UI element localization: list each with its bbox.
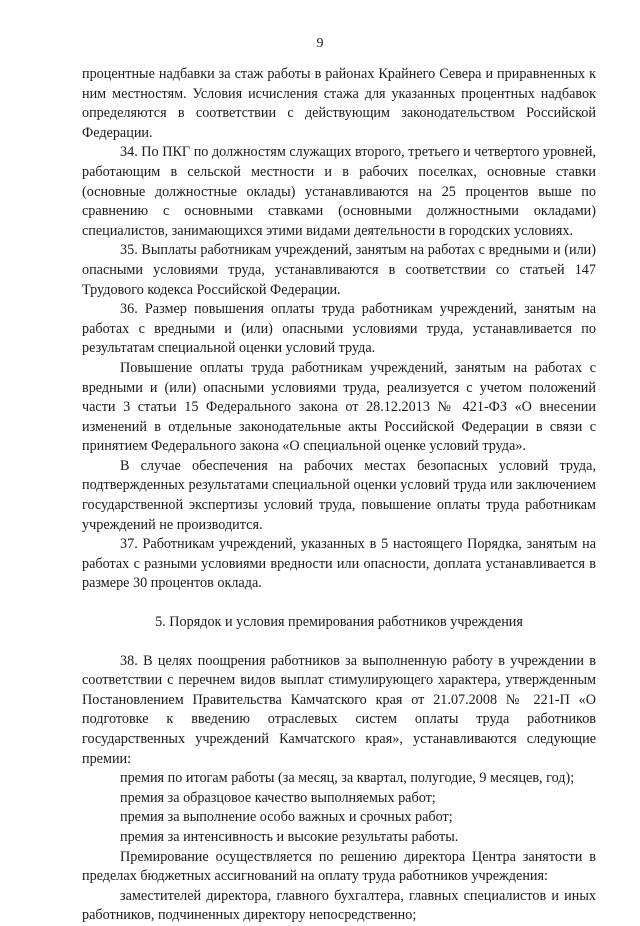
paragraph: В случае обеспечения на рабочих местах безопасных условий труда, подтвержденных результатами специальной оценки условий труда или заключением государственной экспертизы условий труда, повышение оплаты труда работникам учреждений не производится. bbox=[82, 457, 596, 533]
page-number: 9 bbox=[316, 36, 324, 51]
paragraph: Повышение оплаты труда работникам учреждений, занятым на работах с вредными и (или) опасными условиями труда, реализуется с учетом положений части 3 статьи 15 Федерального закона от 28.12.2013 № 421-ФЗ «О внесении изменений в отдельные законодательные акты Российской Федерации в связи с принятием Федерального закона «О специальной оценке условий труда». bbox=[82, 359, 596, 455]
paragraph: 38. В целях поощрения работников за выполненную работу в учреждении в соответствии с перечнем видов выплат стимулирующего характера, утвержденным Постановлением Правительства Камчатского края от 21.07.2008 № 221-П «О подготовке к введению отраслевых систем оплаты труда работников государственных учреждений Камчатского края», устанавливаются следующие премии: bbox=[82, 652, 596, 767]
paragraph: процентные надбавки за стаж работы в районах Крайнего Севера и приравненных к ним местностям. Условия исчисления стажа для указанных процентных надбавок определяются в соответствии с действующим законодательством Российской Федерации. bbox=[82, 66, 596, 141]
section-title: 5. Порядок и условия премирования работников учреждения bbox=[155, 614, 523, 631]
paragraph: Премирование осуществляется по решению директора Центра занятости в пределах бюджетных ассигнований на оплату труда работников учреждения: bbox=[82, 848, 596, 885]
paragraph: 36. Размер повышения оплаты труда работникам учреждений, занятым на работах с вредными и (или) опасными условиями труда, устанавливается по результатам специальной оценки условий труда. bbox=[82, 301, 596, 357]
paragraph: 35. Выплаты работникам учреждений, занятым на работах с вредными и (или) опасными условиями труда, устанавливаются в соответствии со статьей 147 Трудового кодекса Российской Федерации. bbox=[82, 242, 596, 298]
paragraph: 34. По ПКГ по должностям служащих второго, третьего и четвертого уровней, работающим в сельской местности и в рабочих поселках, основные ставки (основные должностные оклады) устанавливаются на 25 процентов выше по сравнению с основными ставками (основными должностными окладами) специалистов, занимающихся этими видами деятельности в городских условиях. bbox=[82, 144, 596, 239]
list-item: премия за интенсивность и высокие результаты работы. bbox=[120, 828, 459, 845]
list-item: премия за выполнение особо важных и срочных работ; bbox=[120, 809, 453, 826]
paragraph: 37. Работникам учреждений, указанных в 5 настоящего Порядка, занятым на работах с разными условиями вредности или опасности, доплата устанавливается в размере 30 процентов оклада. bbox=[82, 536, 596, 592]
paragraph: заместителей директора, главного бухгалтера, главных специалистов и иных работников, подчиненных директору непосредственно; bbox=[82, 887, 596, 924]
list-item: премия за образцовое качество выполняемых работ; bbox=[120, 789, 436, 806]
list-item: премия по итогам работы (за месяц, за квартал, полугодие, 9 месяцев, год); bbox=[120, 770, 575, 787]
document-body bbox=[82, 65, 596, 926]
